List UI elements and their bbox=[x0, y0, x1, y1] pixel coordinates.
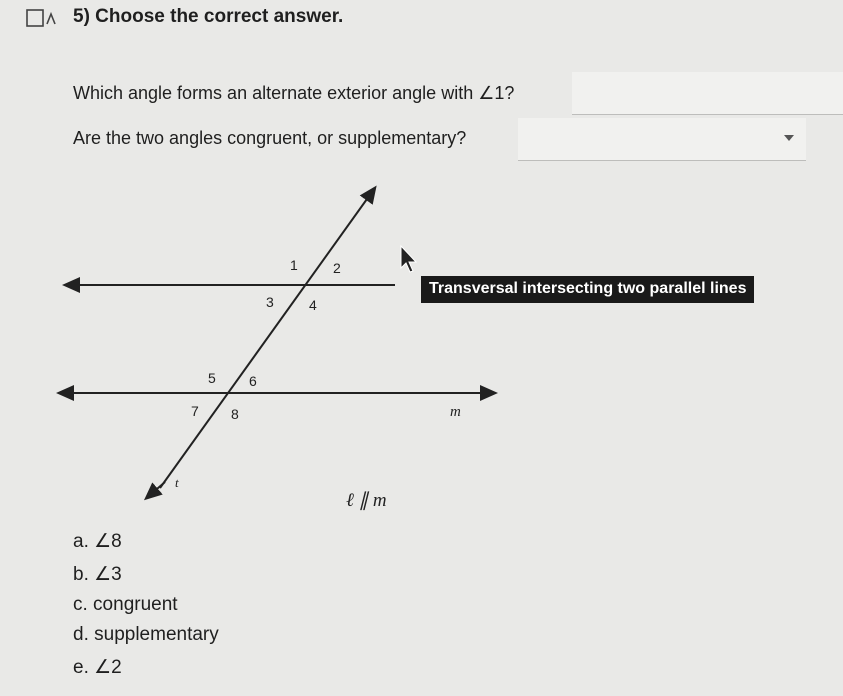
angle-label-2: 2 bbox=[333, 260, 341, 276]
answer-option-c[interactable]: c. congruent bbox=[73, 594, 178, 615]
angle-label-3: 3 bbox=[266, 294, 274, 310]
figure-tooltip: Transversal intersecting two parallel lines bbox=[421, 276, 754, 303]
angle-label-5: 5 bbox=[208, 370, 216, 386]
angle-label-7: 7 bbox=[191, 403, 199, 419]
question-prompt-congruent-supplementary: Are the two angles congruent, or supplementary? bbox=[73, 128, 467, 148]
question-prompt-alternate-angle: Which angle forms an alternate exterior angle with ∠1? bbox=[73, 83, 515, 103]
answer-option-b[interactable]: b. ∠3 bbox=[73, 564, 122, 585]
transversal-label: t bbox=[175, 475, 179, 490]
parallel-statement: ℓ ∥ m bbox=[346, 490, 387, 511]
answer-option-d[interactable]: d. supplementary bbox=[73, 624, 219, 645]
transversal-t bbox=[160, 192, 372, 488]
answer-option-e[interactable]: e. ∠2 bbox=[73, 657, 122, 678]
angle-label-4: 4 bbox=[309, 297, 317, 313]
mouse-pointer-icon bbox=[401, 246, 416, 272]
transversal-t-lower-arrow bbox=[150, 482, 165, 495]
line-m-label: m bbox=[450, 404, 461, 420]
angle-label-8: 8 bbox=[231, 406, 239, 422]
answer-option-a[interactable]: a. ∠8 bbox=[73, 531, 122, 552]
question-title: 5) Choose the correct answer. bbox=[73, 6, 344, 27]
angle-label-1: 1 bbox=[290, 257, 298, 273]
angle-label-6: 6 bbox=[249, 373, 257, 389]
